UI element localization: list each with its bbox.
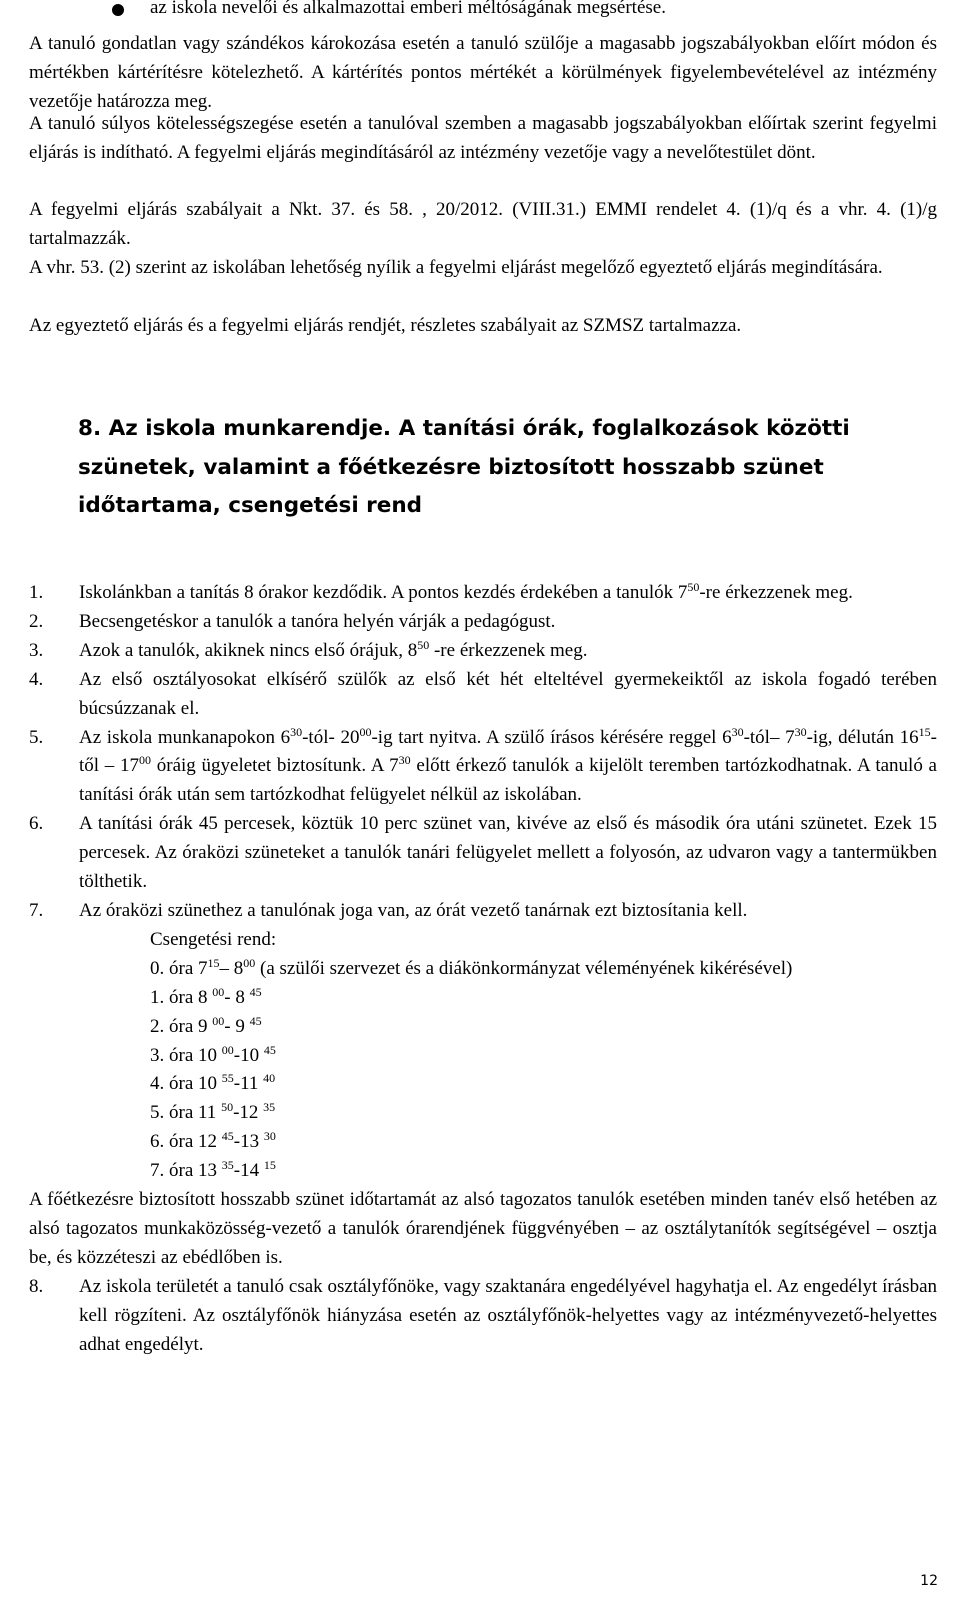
section-heading: 8. Az iskola munkarendje. A tanítási órák, foglalkozások közötti szünetek, valamint a főétkezésre biztosított hosszabb szünet időtartama, csengetési rend xyxy=(78,416,850,518)
list-item xyxy=(29,810,937,897)
paragraph-damages: A tanuló gondatlan vagy szándékos károkozása esetén a tanuló szülője a magasabb jogszabályokban előírt módon és mértékben kártérítésre kötelezhető. A kártérítés pontos mértékét a körülmények figyelembevételével az intézmény vezetője határozza meg. xyxy=(29,33,937,112)
bell-schedule-title: Csengetési rend: xyxy=(150,928,277,950)
list-number: 7. xyxy=(29,899,44,921)
list-item xyxy=(29,1273,937,1360)
bell-row: 1. óra 8 $^{00}$- 8 $^{45}$ xyxy=(150,984,262,1008)
bell-row: 4. óra 10 $^{55}$-11 $^{40}$ xyxy=(150,1071,276,1095)
list-number: 1. xyxy=(29,582,44,603)
bell-schedule xyxy=(150,926,937,1186)
bullet-item xyxy=(0,0,960,24)
list-number: 4. xyxy=(29,668,44,690)
list-item-text: Azok a tanulók, akiknek nincs első órájuk, $8^{50}$ -re érkezzenek meg. xyxy=(79,637,588,661)
bell-row: 7. óra 13 $^{35}$-14 $^{15}$ xyxy=(150,1158,276,1182)
list-item-text: Az első osztályosokat elkísérő szülők az első két hét elteltével gyermekeiktől az iskola fogadó terében búcsúzzanak el. xyxy=(79,668,937,719)
bell-row-0: 0. óra $7^{15}-$ $8^{00}$ (a szülői szervezet és a diákönkormányzat véleményének kikérésével) xyxy=(150,955,793,979)
paragraph-disciplinary: A tanuló súlyos kötelességszegése esetén a tanulóval szemben a magasabb jogszabályokban előírtak szerint fegyelmi eljárás is indítható. A fegyelmi eljárás megindításáról az intézmény vezetője vagy a nevelőtestület dönt. xyxy=(29,113,937,163)
list-number: 3. xyxy=(29,639,44,661)
list-item-text: Az iskola területét a tanuló csak osztályfőnöke, vagy szaktanára engedélyével hagyhatja el. Az engedélyt írásban kell rögzíteni. Az osztályfőnök hiányzása esetén az osztályfőnök-helyettes vagy az intézményvezető-helyettes adhat engedélyt. xyxy=(79,1275,937,1355)
list-item xyxy=(29,666,937,724)
list-item xyxy=(29,608,937,637)
list-number: 6. xyxy=(29,813,44,835)
list-item xyxy=(29,897,937,1273)
list-number: 5. xyxy=(29,726,44,748)
paragraph-rules: A fegyelmi eljárás szabályait a Nkt. 37. és 58. , 20/2012. (VIII.31.) EMMI rendelet 4. (1)/q és a vhr. 4. (1)/g tartalmazzák. xyxy=(29,199,937,249)
bullet-item-text: az iskola nevelői és alkalmazottai emberi méltóságának megsértése. xyxy=(150,0,666,18)
list-item xyxy=(29,724,937,811)
list-item xyxy=(29,579,937,608)
list-item-text: Becsengetéskor a tanulók a tanóra helyén várják a pedagógust. xyxy=(79,610,556,632)
page-number: 12 xyxy=(920,1573,938,1589)
list-item-text: A tanítási órák 45 percesek, köztük 10 perc szünet van, kivéve az első és második óra utáni szünetet. Ezek 15 percesek. Az óraközi szüneteket a tanulók tanári felügyelet mellett a folyosón, az udvaron vagy a tantermükben tölthetik. xyxy=(79,813,937,893)
paragraph-szmsz: Az egyeztető eljárás és a fegyelmi eljárás rendjét, részletes szabályait az SZMSZ tartalmazza. xyxy=(29,315,742,336)
list-item-text: Iskolánkban a tanítás 8 órakor kezdődik. A pontos kezdés érdekében a tanulók $7^{50}-re$ érkezzenek meg. xyxy=(79,580,853,603)
list-number: 8. xyxy=(29,1275,44,1297)
list-item xyxy=(29,637,937,666)
bell-row: 3. óra 10 $^{00}$-10 $^{45}$ xyxy=(150,1042,276,1066)
list-item-text: Az óraközi szünethez a tanulónak joga van, az órát vezető tanárnak ezt biztosítania kell. xyxy=(79,899,748,921)
bell-row: 6. óra 12 $^{45}$-13 $^{30}$ xyxy=(150,1129,276,1153)
bell-row: 5. óra 11 $^{50}$-12 $^{35}$ xyxy=(150,1100,276,1124)
list-item-text: Az iskola munkanapokon $6^{30}-tól-$ $20^{00}-ig$ tart nyitva. A szülő írásos kérésére reggel $6^{30}-tól-$ $7^{30}-ig$, délután $16^{15}$-től – $17^{00}$ óráig ügyeletet biztosítunk. A $7^{30}$ előtt érkező tanulók a kijelölt teremben tartózkodhatnak. A tanuló a tanítási órák után sem tartózkodhat felügyelet nélkül az iskolában. xyxy=(79,724,937,806)
numbered-list xyxy=(29,579,937,1359)
bullet-icon xyxy=(112,4,124,16)
paragraph-conciliation: A vhr. 53. (2) szerint az iskolában lehetőség nyílik a fegyelmi eljárást megelőző egyeztető eljárás megindítására. xyxy=(29,257,883,278)
bell-row: 2. óra 9 $^{00}$- 9 $^{45}$ xyxy=(150,1013,262,1037)
lunch-break-paragraph: A főétkezésre biztosított hosszabb szünet időtartamát az alsó tagozatos tanulók esetében minden tanév első hetében az alsó tagozatos munkaközösség-vezető a tanulók órarendjének függvényében – az osztálytanítók segítségével – osztja be, és közzéteszi az ebédlőben is. xyxy=(29,1189,937,1268)
list-number: 2. xyxy=(29,610,44,632)
